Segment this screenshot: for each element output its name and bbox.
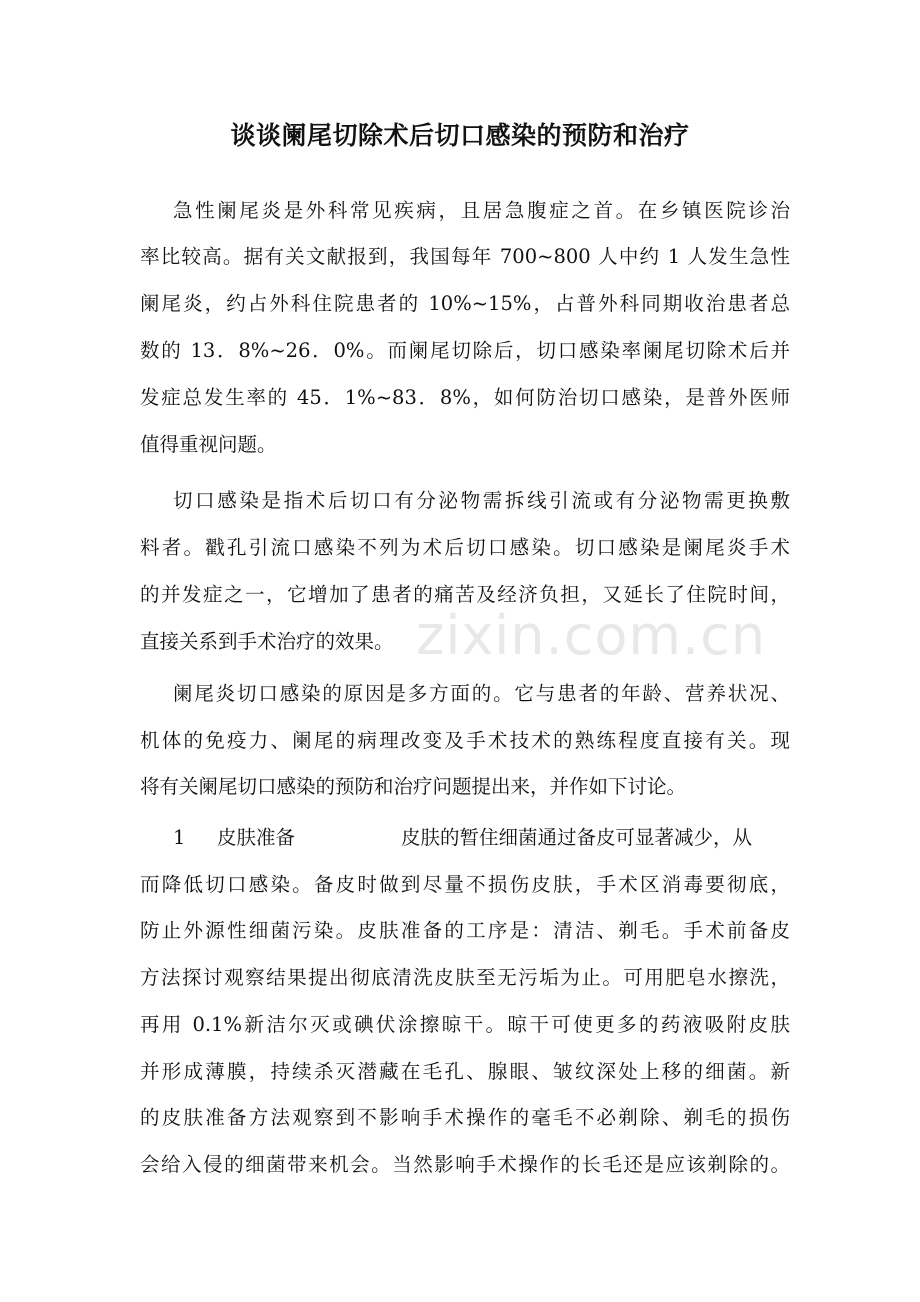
- paragraph-line: 将有关阑尾切口感染的预防和治疗问题提出来，并作如下讨论。: [140, 775, 687, 798]
- section-number: 1: [173, 826, 186, 849]
- paragraph-line: 急性阑尾炎是外科常见疾病，且居急腹症之首。在乡镇医院诊治: [173, 199, 790, 222]
- paragraph-line: 率比较高。据有关文献报到，我国每年 700~800 人中约 1 人发生急性: [140, 245, 790, 268]
- paragraph-line: 并形成薄膜，持续杀灭潜藏在毛孔、腺眼、皱纹深处上移的细菌。新: [140, 1060, 790, 1083]
- paragraph-line: 值得重视问题。: [140, 433, 277, 456]
- watermark-text: zixin.com.cn: [416, 604, 767, 667]
- paragraph-line: 方法探讨观察结果提出彻底清洗皮肤至无污垢为止。可用肥皂水擦洗，: [140, 966, 790, 989]
- paragraph-line: 机体的免疫力、阑尾的病理改变及手术技术的熟练程度直接有关。现: [140, 729, 790, 752]
- section-first-line-text: 皮肤的暂住细菌通过备皮可显著减少，从: [401, 826, 753, 849]
- paragraph-line: 防止外源性细菌污染。皮肤准备的工序是：清洁、剃毛。手术前备皮: [140, 919, 790, 942]
- section-heading: 皮肤准备: [217, 826, 296, 849]
- paragraph-line: 料者。戳孔引流口感染不列为术后切口感染。切口感染是阑尾炎手术: [140, 536, 790, 559]
- paragraph-line: 的皮肤准备方法观察到不影响手术操作的毫毛不必剃除、剃毛的损伤: [140, 1106, 790, 1129]
- section-first-line: [173, 821, 790, 855]
- paragraph-line: 切口感染是指术后切口有分泌物需拆线引流或有分泌物需更换敷: [173, 489, 790, 512]
- paragraph-line: 直接关系到手术治疗的效果。: [140, 630, 394, 653]
- paragraph-line: 的并发症之一，它增加了患者的痛苦及经济负担，又延长了住院时间，: [140, 583, 790, 606]
- paragraph-line: 阑尾炎，约占外科住院患者的 10%~15%，占普外科同期收治患者总: [140, 292, 790, 315]
- paragraph-line: 数的 13．8%~26．0%。而阑尾切除后，切口感染率阑尾切除术后并: [140, 339, 790, 362]
- document-title: 谈谈阑尾切除术后切口感染的预防和治疗: [230, 121, 690, 150]
- paragraph-line: 发症总发生率的 45．1%~83．8%，如何防治切口感染，是普外医师: [140, 386, 790, 409]
- paragraph-line: 会给入侵的细菌带来机会。当然影响手术操作的长毛还是应该剃除的。: [140, 1153, 790, 1176]
- paragraph-line: 再用 0.1%新洁尔灭或碘伏涂擦晾干。晾干可使更多的药液吸附皮肤: [140, 1013, 790, 1036]
- paragraph-line: 阑尾炎切口感染的原因是多方面的。它与患者的年龄、营养状况、: [173, 682, 790, 705]
- paragraph-line: 而降低切口感染。备皮时做到尽量不损伤皮肤，手术区消毒要彻底，: [140, 873, 790, 896]
